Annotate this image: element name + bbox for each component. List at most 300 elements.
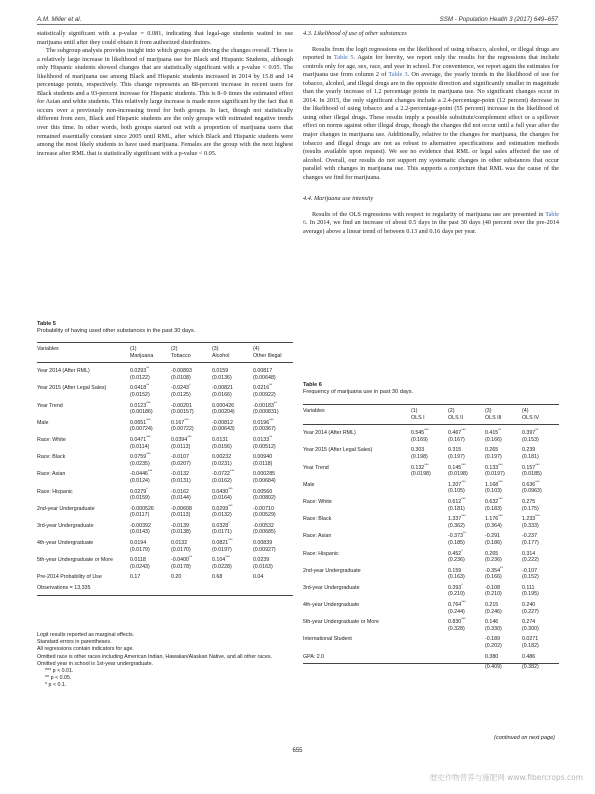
std-error-cell: (0.0131) [171, 477, 191, 484]
std-error-cell: (0.362) [448, 522, 465, 529]
table-note: ** p < 0.05. [45, 675, 72, 682]
std-error-cell: (0.0162) [212, 477, 232, 484]
table-row-se [303, 523, 559, 530]
table-row-se [303, 454, 559, 461]
coefficient-cell: 0.612*** [448, 497, 466, 505]
table-row [303, 615, 559, 626]
std-error-cell: (0.152) [522, 574, 539, 581]
coefficient-cell: 0.274 [522, 619, 536, 626]
coefficient-cell: -0.107 [522, 567, 538, 574]
empty-cell [171, 581, 212, 595]
row-label: 2nd-year Undergraduate [303, 567, 361, 574]
table6 [303, 404, 559, 671]
header-rule [37, 24, 558, 25]
std-error-cell: (0.195) [522, 591, 539, 598]
table-row [37, 416, 293, 427]
table-row-se [37, 444, 293, 451]
std-error-cell: (0.00512) [253, 443, 276, 450]
coefficient-cell: 1.337*** [448, 514, 466, 523]
row-label-empty [37, 512, 130, 519]
std-error-cell: (0.0235) [130, 460, 150, 467]
coefficient-cell: 0.0133** [253, 435, 273, 443]
std-error-cell: (0.00648) [253, 374, 276, 381]
coefficient-cell: 0.545*** [411, 428, 429, 437]
coefficient-cell: 0.00839 [253, 540, 273, 547]
coefficient-cell: -0.000526 [130, 505, 154, 512]
coefficient-cell: 0.452* [448, 548, 463, 557]
row-label-empty [303, 574, 411, 581]
std-error-cell: (0.00204) [212, 409, 235, 416]
std-error-cell: (0.0108) [171, 374, 191, 381]
std-error-cell: (0.0136) [212, 374, 232, 381]
coefficient-cell: 0.111 [522, 584, 535, 591]
table-row-se [37, 375, 293, 382]
std-error-cell [411, 626, 448, 633]
std-error-cell: (0.0122) [130, 374, 150, 381]
table-row-se [37, 512, 293, 519]
coefficient-cell: -0.0107 [171, 454, 189, 461]
row-label: Male [303, 481, 315, 488]
row-label-empty [37, 392, 130, 399]
row-label: Race: Black [37, 454, 66, 461]
row-label-empty [303, 523, 411, 530]
std-error-cell: (0.0163) [253, 563, 273, 570]
row-label-empty [37, 375, 130, 382]
coefficient-cell: 0.239 [522, 447, 536, 454]
std-error-cell: (0.166) [485, 436, 502, 443]
table5-label: Table 5 [37, 321, 56, 327]
row-label: Year Trend [303, 464, 329, 471]
coefficient-cell: 0.830*** [448, 617, 466, 626]
std-error-cell: (0.210) [485, 591, 502, 598]
table-row [303, 581, 559, 592]
coefficient-cell: 0.0216** [253, 383, 273, 392]
coefficient-cell: -0.189 [485, 636, 501, 643]
std-error-cell: (0.169) [411, 436, 428, 443]
std-error-cell: (0.0207) [171, 460, 191, 467]
std-error-cell: (0.185) [448, 539, 465, 546]
coefficient-cell: -0.00812 [212, 419, 233, 426]
coefficient-cell [411, 512, 448, 523]
std-error-cell: (0.409) [485, 664, 502, 671]
table-row-se [303, 609, 559, 616]
page-number: 655 [292, 748, 303, 754]
std-error-cell: (0.00685) [253, 529, 276, 536]
row-label-empty [37, 478, 130, 485]
row-label: 2nd-year Undergraduate [37, 505, 95, 512]
coefficient-cell [411, 495, 448, 506]
coefficient-cell [448, 650, 485, 664]
std-error-cell [411, 643, 448, 650]
table-note: Omitted race is other races including American Indian, Hawaiian/Alaskan Native, and all other races. [37, 653, 272, 660]
std-error-cell [448, 664, 485, 671]
coefficient-cell: -0.00608 [171, 505, 192, 512]
table-row [37, 581, 293, 595]
coefficient-cell: -0.0722*** [212, 469, 235, 478]
std-error-cell: (0.153) [522, 436, 539, 443]
table-row-se [37, 426, 293, 433]
table6-caption [303, 382, 559, 396]
coefficient-cell [411, 478, 448, 489]
row-label-empty [303, 454, 411, 461]
std-error-cell: (0.00927) [253, 546, 276, 553]
coefficient-cell [411, 547, 448, 558]
coefficient-cell: 0.0194 [130, 540, 147, 547]
table-row [37, 502, 293, 513]
text-run: Results from the logit regressions on the likelihood of using tobacco, alcohol, or illegal drugs are reported in [303, 45, 559, 62]
running-header-journal: SSM - Population Health 3 (2017) 649–657 [439, 16, 558, 23]
std-error-cell: (0.333) [522, 522, 539, 529]
std-error-cell: (0.236) [485, 557, 502, 564]
std-error-cell: (0.198) [411, 453, 428, 460]
coefficient-cell: 0.000426 [212, 402, 235, 409]
row-label: 5th-year Undergraduate or More [303, 619, 379, 626]
coefficient-cell: 0.0821*** [212, 538, 233, 547]
std-error-cell [411, 506, 448, 513]
paragraph-4-4 [303, 211, 559, 237]
coefficient-cell: 0.0759*** [130, 452, 151, 461]
column-header: (1) Marijuana [130, 343, 171, 363]
coefficient-cell [411, 581, 448, 592]
std-error-cell: (0.0170) [171, 546, 191, 553]
std-error-cell: (0.0166) [212, 391, 232, 398]
right-column-text [303, 30, 559, 236]
table-row [303, 564, 559, 575]
section-heading-4-4: 4.4. Marijuana use intensity [303, 195, 374, 203]
table-row [303, 632, 559, 643]
coefficient-cell: 1.207*** [448, 479, 466, 488]
coefficient-cell: 0.632*** [485, 497, 503, 505]
std-error-cell: (0.0198) [448, 471, 468, 478]
running-header-authors: A.M. Miller et al. [37, 16, 82, 23]
std-error-cell: (0.0178) [171, 563, 191, 570]
coefficient-cell: 0.104*** [212, 555, 230, 564]
row-label-empty [37, 547, 130, 554]
coefficient-cell: -0.00532 [253, 522, 274, 529]
std-error-cell: (0.167) [448, 436, 465, 443]
coefficient-cell: -0.0446*** [130, 469, 153, 478]
row-label: 3rd-year Undergraduate [37, 522, 94, 529]
table-row-se [37, 409, 293, 416]
coefficient-cell: 0.159 [448, 567, 462, 574]
coefficient-cell: 0.20 [171, 574, 182, 581]
std-error-cell: (0.244) [448, 608, 465, 615]
coefficient-cell: 0.0430*** [212, 486, 233, 495]
table-row [37, 570, 293, 581]
std-error-cell: (0.00157) [171, 409, 194, 416]
table-row [303, 512, 559, 523]
std-error-cell: (0.0197) [212, 546, 232, 553]
table-row-se [303, 643, 559, 650]
coefficient-cell: 0.0159 [212, 368, 229, 375]
std-error-cell: (0.0963) [522, 488, 542, 495]
coefficient-cell: -0.0400** [171, 555, 192, 564]
coefficient-cell: 1.176*** [485, 514, 503, 523]
coefficient-cell: 0.157*** [522, 462, 540, 471]
empty-cell [212, 581, 253, 595]
column-header: (3) Alcohol [212, 343, 253, 363]
table-row [303, 547, 559, 558]
std-error-cell: (0.222) [522, 557, 539, 564]
coefficient-cell: -0.0243* [171, 383, 191, 392]
std-error-cell: (0.00724) [130, 426, 153, 433]
std-error-cell: (0.382) [522, 664, 539, 671]
coefficient-cell: 0.68 [212, 574, 223, 581]
std-error-cell: (0.103) [485, 488, 502, 495]
std-error-cell: (0.183) [485, 505, 502, 512]
coefficient-cell: -0.00710 [253, 505, 274, 512]
std-error-cell: (0.0113) [171, 443, 191, 450]
coefficient-cell: -0.237 [522, 533, 538, 540]
coefficient-cell [411, 598, 448, 609]
table-row-se [303, 626, 559, 633]
row-label-empty [37, 461, 130, 468]
row-label-empty [37, 444, 130, 451]
row-label: GPA: 2.0 [303, 650, 411, 664]
table-row [303, 495, 559, 506]
coefficient-cell: 0.265 [485, 550, 499, 557]
row-label-empty [303, 626, 411, 633]
left-paragraph: The subgroup analysis provides insight into which groups are driving the changes overall. There is a relatively large increase in likelihood of marijuana use for Black and Hispanic Students, although only Hispanic students showed changes that are statistically significant with a p-value < 0.05. The likelihood of marijuana use among Black and Hispanic students increased in 2014 by 15.8 and 14 percentage points, respectively. This change represents an 88-percent increase in recent users for Black students and a 93-percent increase for Hispanic students. This is 8–9 times the estimated effect for Asian and white students. This relatively large increase is made more significant by the fact that it occurs over a previously non-increasing trend for both groups. In fact, though not statistically different from zero, Black and Hispanic students are the only groups with estimated negative trends over this time. In other words, both groups started out with a proportion of marijuana users that remained essentially constant since 2005 until RML, after which Black and Hispanic students were among the most likely students to have used marijuana. Females are the group with the next highest increase after RML that is statistically significant with a p-value < 0.05. [37, 47, 293, 157]
coefficient-cell: 0.0299*** [212, 503, 233, 512]
table3-link[interactable]: Table 3 [388, 71, 408, 79]
coefficient-cell: 0.145*** [448, 462, 466, 471]
table-row-se [37, 564, 293, 571]
std-error-cell: (0.182) [522, 643, 539, 650]
std-error-cell [411, 557, 448, 564]
row-label: 3rd-year Undergraduate [303, 584, 360, 591]
std-error-cell: (0.197) [448, 453, 465, 460]
table-note: Standard errors in parentheses. [37, 639, 112, 646]
std-error-cell: (0.00922) [253, 391, 276, 398]
row-label-empty [37, 564, 130, 571]
table-row [37, 399, 293, 410]
std-error-cell: (0.0231) [212, 460, 232, 467]
std-error-cell: (0.0144) [171, 495, 191, 502]
coefficient-cell: 0.315 [448, 447, 462, 454]
coefficient-cell: 0.636*** [522, 479, 540, 488]
row-label-empty [37, 409, 130, 416]
std-error-cell: (0.246) [485, 608, 502, 615]
std-error-cell: (0.0198) [411, 471, 431, 478]
table5 [37, 342, 293, 596]
std-error-cell: (0.177) [522, 539, 539, 546]
table-row [303, 598, 559, 609]
table-row [303, 650, 559, 664]
std-error-cell: (0.0179) [130, 546, 150, 553]
std-error-cell: (0.00684) [253, 477, 276, 484]
std-error-cell: (0.0164) [212, 495, 232, 502]
std-error-cell [411, 523, 448, 530]
coefficient-cell: 0.04 [253, 574, 264, 581]
coefficient-cell: 0.0132 [171, 540, 188, 547]
coefficient-cell: 0.146 [485, 619, 499, 626]
table5-link[interactable]: Table 5 [333, 54, 354, 62]
table-row [37, 363, 293, 375]
std-error-cell: (0.0143) [130, 529, 150, 536]
coefficient-cell: 0.0651*** [130, 417, 151, 426]
table-row [303, 443, 559, 454]
row-label-empty [303, 609, 411, 616]
row-label: Year 2015 (After Legal Sales) [37, 385, 107, 392]
coefficient-cell [411, 564, 448, 575]
column-header: (1) OLS I [411, 405, 448, 425]
coefficient-cell: 0.00560 [253, 488, 273, 495]
std-error-cell: (0.00186) [130, 409, 153, 416]
coefficient-cell: 1.168*** [485, 479, 503, 488]
left-column-text [37, 30, 293, 158]
row-label-empty [303, 664, 411, 671]
row-label: Race: Hispanic [37, 488, 73, 495]
text-run: Results of the OLS regressions with respect to regularity of marijuana use are presented in [312, 210, 546, 218]
row-label: Year 2015 (After Legal Sales) [303, 447, 373, 454]
column-header: (2) OLS II [448, 405, 485, 425]
row-label: Race: White [37, 436, 66, 443]
table-row-se [37, 547, 293, 554]
table-row [303, 425, 559, 437]
table6-title: Frequency of marijuana use in past 30 days. [303, 389, 414, 395]
coefficient-cell: 0.393* [448, 583, 463, 591]
coefficient-cell: 0.0394*** [171, 435, 192, 443]
table6-link[interactable]: Table 6 [303, 210, 559, 227]
continued-note: (continued on next page) [494, 735, 555, 741]
table-row-se [303, 506, 559, 513]
table-row-se [303, 591, 559, 598]
coefficient-cell: -0.00201 [171, 402, 192, 409]
table-row [37, 381, 293, 392]
coefficient-cell: 0.0239 [253, 557, 270, 564]
std-error-cell: (0.000831) [253, 409, 279, 416]
coefficient-cell [411, 529, 448, 540]
row-label: Year Trend [37, 402, 63, 409]
std-error-cell: (0.0124) [130, 477, 150, 484]
table-row [37, 519, 293, 530]
std-error-cell: (0.181) [522, 453, 539, 460]
text-run: . Again for brevity, we report only the results for the regressions that include controls only for age, sex, race, and year in school. For convenience, we report again the estimates for marijuana use from column 2 of [303, 54, 559, 79]
column-header: (2) Tobacco [171, 343, 212, 363]
row-label-empty [303, 591, 411, 598]
table-note: Omitted year in school is 1st-year undergraduate. [37, 660, 154, 667]
table5-title: Probability of having used other substances in the past 30 days. [37, 328, 196, 334]
coefficient-cell [411, 650, 448, 664]
row-label: 5th-year Undergraduate or More [37, 557, 113, 564]
std-error-cell: (0.0228) [212, 563, 232, 570]
empty-cell [130, 581, 171, 595]
row-label-empty [303, 643, 411, 650]
row-label: International Student [303, 636, 352, 643]
column-header-variables: Variables [37, 343, 130, 363]
coefficient-cell: 0.215 [485, 602, 499, 609]
coefficient-cell [411, 615, 448, 626]
table-row-se [303, 557, 559, 564]
std-error-cell [411, 609, 448, 616]
row-label: 4th-year Undergraduate [37, 540, 94, 547]
std-error-cell: (0.00722) [171, 426, 194, 433]
std-error-cell: (0.0117) [130, 512, 150, 519]
std-error-cell: (0.0185) [522, 471, 542, 478]
coefficient-cell: -0.291 [485, 533, 501, 540]
table-row-se [303, 574, 559, 581]
std-error-cell: (0.0114) [130, 443, 150, 450]
coefficient-cell: -0.00821 [212, 385, 233, 392]
table5-notes [37, 632, 293, 690]
std-error-cell: (0.227) [522, 608, 539, 615]
coefficient-cell: -0.0162 [171, 488, 189, 495]
coefficient-cell: 0.0293** [130, 366, 150, 375]
empty-cell [253, 581, 293, 595]
std-error-cell: (0.0159) [130, 495, 150, 502]
std-error-cell: (0.0132) [212, 512, 232, 519]
std-error-cell [411, 574, 448, 581]
std-error-cell: (0.0152) [130, 391, 150, 398]
table-row [303, 478, 559, 489]
std-error-cell: (0.181) [448, 505, 465, 512]
std-error-cell: (0.186) [485, 539, 502, 546]
column-header: (4) OLS IV [522, 405, 559, 425]
std-error-cell: (0.236) [448, 557, 465, 564]
column-header-variables: Variables [303, 405, 411, 425]
coefficient-cell: -0.373** [448, 531, 466, 540]
table-note: All regressions contain indicators for age. [37, 646, 134, 653]
table-row-se [37, 478, 293, 485]
coefficient-cell: 0.0471*** [130, 435, 151, 443]
coefficient-cell [448, 632, 485, 643]
row-label: 4th-year Undergraduate [303, 602, 360, 609]
row-label: Race: Asian [37, 471, 66, 478]
text-run: . On average, the yearly trends in the likelihood of use for tobacco, alcohol, and illegal drugs are in the opposite direction and significantly smaller in magnitude than the yearly increase of 1.2 percentage points in marijuana use. No significant changes occur in 2014. In 2015, the only significant changes include a 2.4-percentage-point (12 percent) decrease in the likelihood of using tobacco and a 2.2-percentage-point (55 percent) increase in the likelihood of using other illegal drugs. These results imply a possible substitute/complement effect or a spillover effect on norms against other illegal drugs, though the changes did not occur until a full year after the major changes in marijuana use. Additionally, relative to the changes for marijuana, the changes for tobacco and illegal drugs are not as robust to alternative specifications and estimation methods (results available upon request). We see no evidence that RML or legal sales affected the use of alcohol. Overall, our results do not support my systematic changes in other substances that occur parallel with changes in marijuana use. This supports a conjecture that RML was the cause of the changes we find for marijuana. [303, 71, 560, 181]
coefficient-cell: 0.764*** [448, 600, 466, 609]
coefficient-cell: 0.467*** [448, 428, 466, 437]
row-label-empty [37, 529, 130, 536]
table-row-se [303, 471, 559, 478]
table-row [37, 450, 293, 461]
coefficient-cell: -0.0132 [171, 471, 189, 478]
std-error-cell: (0.00643) [212, 426, 235, 433]
coefficient-cell: 0.0279* [130, 486, 148, 495]
std-error-cell: (0.0243) [130, 563, 150, 570]
text-run: . In 2014, we find an increase of about 0.5 days in the past 30 days (40 percent over the pre-2014 average) above a linear trend of between 0.13 and 0.16 days per year. [303, 219, 559, 235]
coefficient-cell: 0.0328* [212, 521, 230, 529]
std-error-cell: (0.328) [448, 625, 465, 632]
section-heading-4-3: 4.3. Likelihood of use of other substances [303, 30, 407, 37]
std-error-cell: (0.364) [485, 522, 502, 529]
std-error-cell: (0.300) [522, 625, 539, 632]
coefficient-cell: -0.0139 [171, 522, 189, 529]
coefficient-cell: 0.17 [130, 574, 141, 581]
coefficient-cell [411, 632, 448, 643]
coefficient-cell: 0.133*** [485, 462, 503, 471]
table-note: Logit results reported as marginal effects. [37, 632, 135, 638]
row-label-empty [303, 540, 411, 547]
coefficient-cell: 0.314 [522, 550, 536, 557]
std-error-cell: (0.197) [485, 453, 502, 460]
left-paragraph: statistically significant with a p-value = 0.081, indicating that legal-age students waited to use marijuana until after they could obtain it from authorized distributors. [37, 30, 293, 46]
row-label: Year 2014 (After RML) [303, 430, 356, 437]
watermark: 歴史作物营养与施肥网 www.fibercrops.com [429, 773, 583, 782]
std-error-cell [411, 488, 448, 495]
std-error-cell: (0.0156) [212, 443, 232, 450]
coefficient-cell: 0.0418** [130, 383, 150, 392]
table-row [303, 461, 559, 472]
coefficient-cell: 0.397** [522, 428, 539, 437]
column-header: (3) OLS III [485, 405, 522, 425]
coefficient-cell: -0.00183** [253, 400, 277, 409]
std-error-cell [448, 643, 485, 650]
table-note: * p < 0.1. [45, 682, 67, 689]
table-row-se [37, 529, 293, 536]
table-row-se [303, 437, 559, 444]
std-error-cell: (0.00802) [253, 495, 276, 502]
